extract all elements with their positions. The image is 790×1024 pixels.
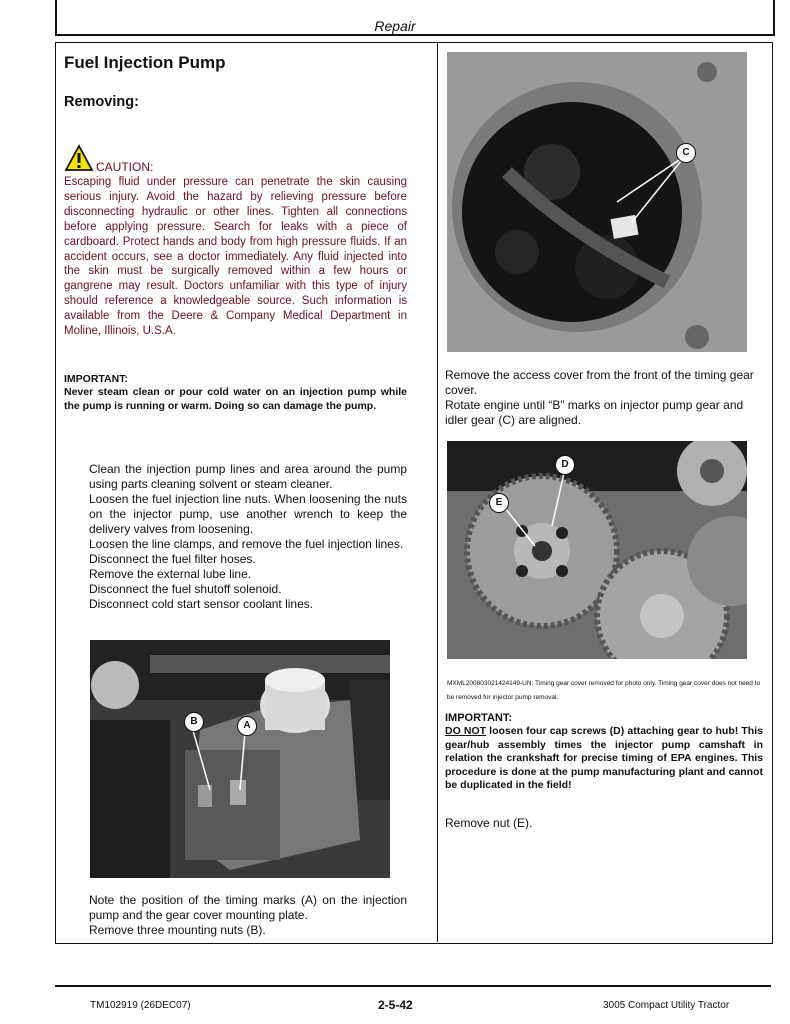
page-title: Fuel Injection Pump (64, 53, 226, 72)
callout-c: C (676, 143, 696, 163)
step-text: Clean the injection pump lines and area around the pump using parts cleaning solvent or steam cleaner. (89, 462, 407, 491)
timing-gears-photo (447, 441, 747, 659)
gears-illustration (447, 441, 747, 659)
important-text (445, 725, 763, 793)
callout-d: D (555, 455, 575, 475)
important-text: Never steam clean or pour cold water on an injection pump while the pump is running or warm. Doing so can damage the pump. (64, 386, 407, 412)
step-text: Remove the external lube line. (89, 567, 252, 581)
important-label: IMPORTANT: (445, 712, 513, 724)
removal-steps (89, 462, 407, 612)
section-subtitle: Removing: (64, 94, 139, 110)
page-number: 2-5-42 (378, 998, 413, 1012)
pump-illustration (90, 640, 390, 878)
photo-d-caption: MXML200803021424149-UN: Timing gear cover removed for photo only. Timing gear cover does not need to be removed for injector pump removal. (447, 680, 761, 701)
product-name: 3005 Compact Utility Tractor (603, 1000, 730, 1011)
warning-triangle-icon (64, 144, 94, 172)
do-not-emphasis: DO NOT (445, 725, 487, 737)
timing-cover-illustration (447, 52, 747, 352)
step-text: Disconnect cold start sensor coolant lines. (89, 597, 314, 611)
caption-text: Remove three mounting nuts (B). (89, 923, 266, 937)
important-body: loosen four cap screws (D) attaching gear to hub! This gear/hub assembly times the injector pump camshaft in relation the crankshaft for precise timing of EPA engines. This procedure is done at the pump manufacturing plant and cannot be duplicated in the field! (445, 725, 763, 791)
callout-e: E (489, 493, 509, 513)
section-header: Repair (374, 18, 416, 34)
callout-a: A (237, 716, 257, 736)
important-label: IMPORTANT: (64, 373, 128, 385)
step-text: Disconnect the fuel filter hoses. (89, 552, 256, 566)
callout-b: B (184, 712, 204, 732)
step-remove-nut: Remove nut (E). (445, 816, 533, 830)
caption-text: Remove the access cover from the front of the timing gear cover. (445, 368, 754, 397)
photo-a-caption (89, 893, 407, 938)
step-text: Disconnect the fuel shutoff solenoid. (89, 582, 282, 596)
step-text: Loosen the fuel injection line nuts. When loosening the nuts on the injector pump, use another wrench to keep the delivery valves from loosening. (89, 492, 407, 536)
caption-text: Note the position of the timing marks (A) on the injection pump and the gear cover mounting plate. (89, 893, 407, 922)
step-text: Loosen the line clamps, and remove the fuel injection lines. (89, 537, 404, 551)
injection-pump-photo (90, 640, 390, 878)
column-divider (437, 42, 438, 942)
timing-cover-photo (447, 52, 747, 352)
footer-divider (55, 985, 771, 987)
caption-text: Rotate engine until “B” marks on injector pump gear and idler gear (C) are aligned. (445, 398, 744, 427)
caution-text: Escaping fluid under pressure can penetrate the skin causing serious injury. Avoid the hazard by relieving pressure before disconnecting hydraulic or other lines. Tighten all connections before applying pressure. Search for leaks with a piece of cardboard. Protect hands and body from high pressure fluids. If an accident occurs, see a doctor immediately. Any fluid injected into the skin must be surgically removed within a few hours or gangrene may result. Doctors unfamiliar with this type of injury should reference a knowledgeable source. Such information is available from the Deere & Company Medical Department in Moline, Illinois, U.S.A. (64, 176, 407, 338)
manual-id: TM102919 (26DEC07) (90, 1000, 191, 1011)
photo-c-caption (445, 368, 763, 428)
caution-label: CAUTION: (96, 160, 154, 174)
